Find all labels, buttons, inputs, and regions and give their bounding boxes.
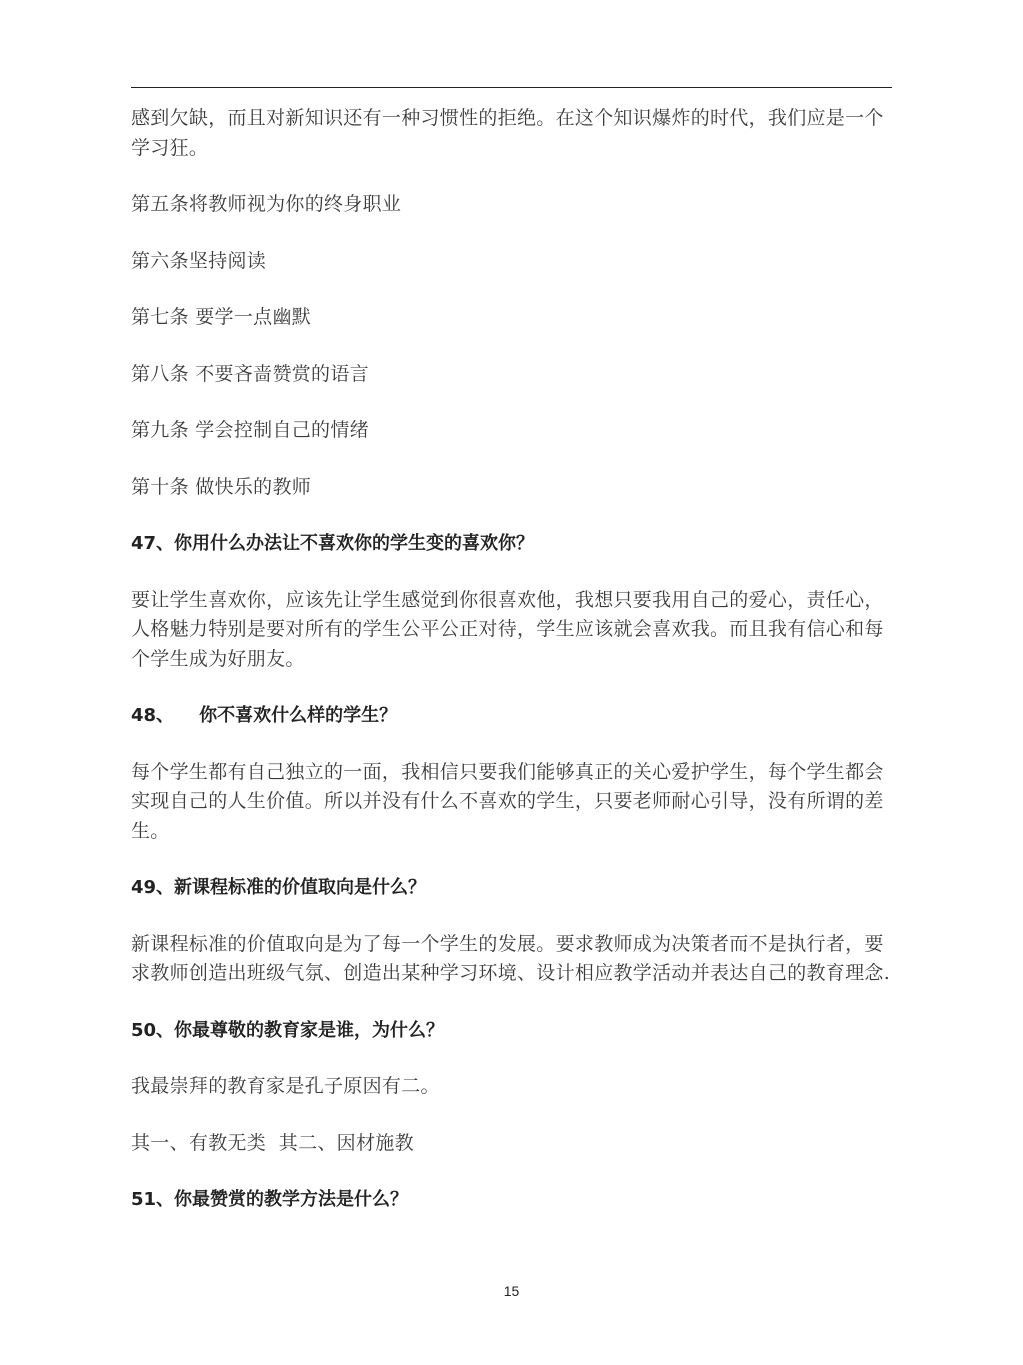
question-heading: 48、 你不喜欢什么样的学生？: [131, 705, 398, 726]
question-heading: 49、新课程标准的价值取向是什么？: [131, 877, 427, 898]
question-heading: 47、你用什么办法让不喜欢你的学生变的喜欢你？: [131, 533, 535, 554]
paragraph: 第九条 学会控制自己的情绪: [131, 419, 369, 441]
paragraph: 感到欠缺，而且对新知识还有一种习惯性的拒绝。在这个知识爆炸的时代，我们应是一个学习狂。: [131, 107, 884, 159]
answer-paragraph: 新课程标准的价值取向是为了每一个学生的发展。要求教师成为决策者而不是执行者，要求教师创造出班级气氛、创造出某种学习环境、设计相应教学活动并表达自己的教育理念.: [131, 932, 891, 984]
answer-paragraph: 每个学生都有自己独立的一面，我相信只要我们能够真正的关心爱护学生，每个学生都会实现自己的人生价值。所以并没有什么不喜欢的学生，只要老师耐心引导，没有所谓的差生。: [131, 760, 884, 842]
page-number: 15: [503, 1283, 520, 1299]
paragraph: 第六条坚持阅读: [131, 249, 267, 272]
header-rule: [131, 87, 892, 88]
answer-paragraph: 要让学生喜欢你，应该先让学生感觉到你很喜欢他，我想只要我用自己的爱心，责任心，人格魅力特别是要对所有的学生公平公正对待，学生应该就会喜欢我。而且我有信心和每个学生成为好朋友。: [131, 588, 884, 670]
paragraph: 第五条将教师视为你的终身职业: [131, 193, 402, 215]
paragraph: 第七条 要学一点幽默: [131, 306, 312, 328]
question-heading: 50、你最尊敬的教育家是谁，为什么？: [131, 1019, 445, 1041]
paragraph: 第十条 做快乐的教师: [131, 475, 312, 498]
question-heading: 51、你最赞赏的教学方法是什么？: [131, 1189, 409, 1210]
paragraph: 第八条 不要吝啬赞赏的语言: [131, 362, 369, 385]
answer-paragraph: 其一、有教无类 其二、因材施教: [131, 1131, 414, 1154]
document-body: [131, 104, 892, 1215]
answer-paragraph: 我最崇拜的教育家是孔子原因有二。: [131, 1075, 440, 1097]
